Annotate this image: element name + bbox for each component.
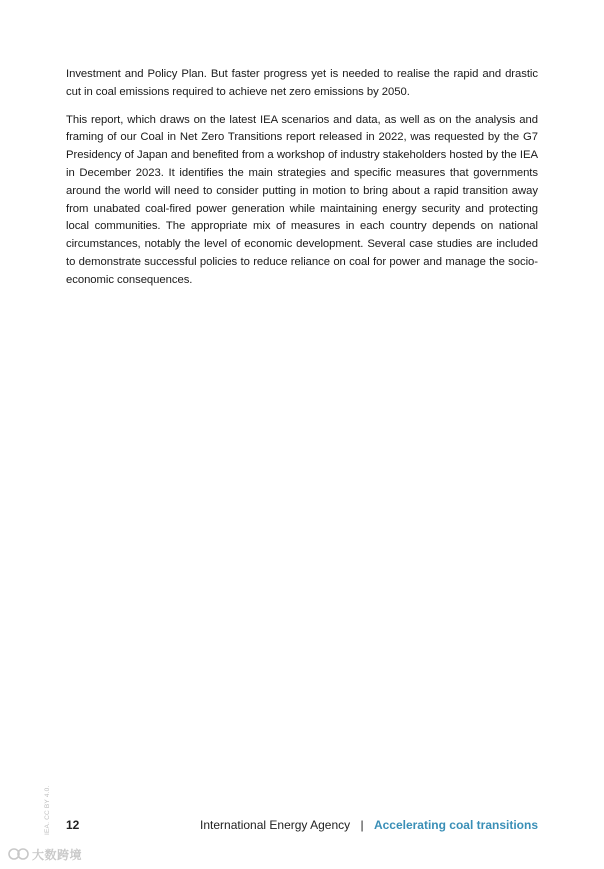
watermark-text: 大数跨境 xyxy=(32,847,83,862)
document-title: Accelerating coal transitions xyxy=(373,818,538,832)
main-content xyxy=(66,66,538,300)
organization-name: International Energy Agency xyxy=(200,818,351,832)
footer-separator: | xyxy=(360,818,364,832)
page-number: 12 xyxy=(66,818,80,832)
body-paragraph-1: Investment and Policy Plan. But faster progress yet is needed to realise the rapid and drastic cut in coal emissions required to achieve net zero emissions by 2050. xyxy=(66,68,538,98)
page-footer xyxy=(66,818,538,836)
license-note: IEA. CC BY 4.0. xyxy=(44,785,51,835)
footer-title-group xyxy=(200,818,538,832)
watermark xyxy=(8,845,82,863)
watermark-logo-icon xyxy=(8,847,30,861)
body-paragraph-2: This report, which draws on the latest IEA scenarios and data, as well as on the analysis and framing of our Coal in Net Zero Transitions report released in 2022, was requested by the G7 Presidency of Japan and benefited from a workshop of industry stakeholders hosted by the IEA in December 2023. It identifies the main strategies and specific measures that governments around the world will need to consider putting in motion to bring about a rapid transition away from unabated coal-fired power generation while maintaining energy security and protecting local communities. The appropriate mix of measures in each country depends on national circumstances, notably the level of economic development. Several case studies are included to demonstrate successful policies to reduce reliance on coal for power and manage the socio-economic consequences. xyxy=(66,113,538,286)
